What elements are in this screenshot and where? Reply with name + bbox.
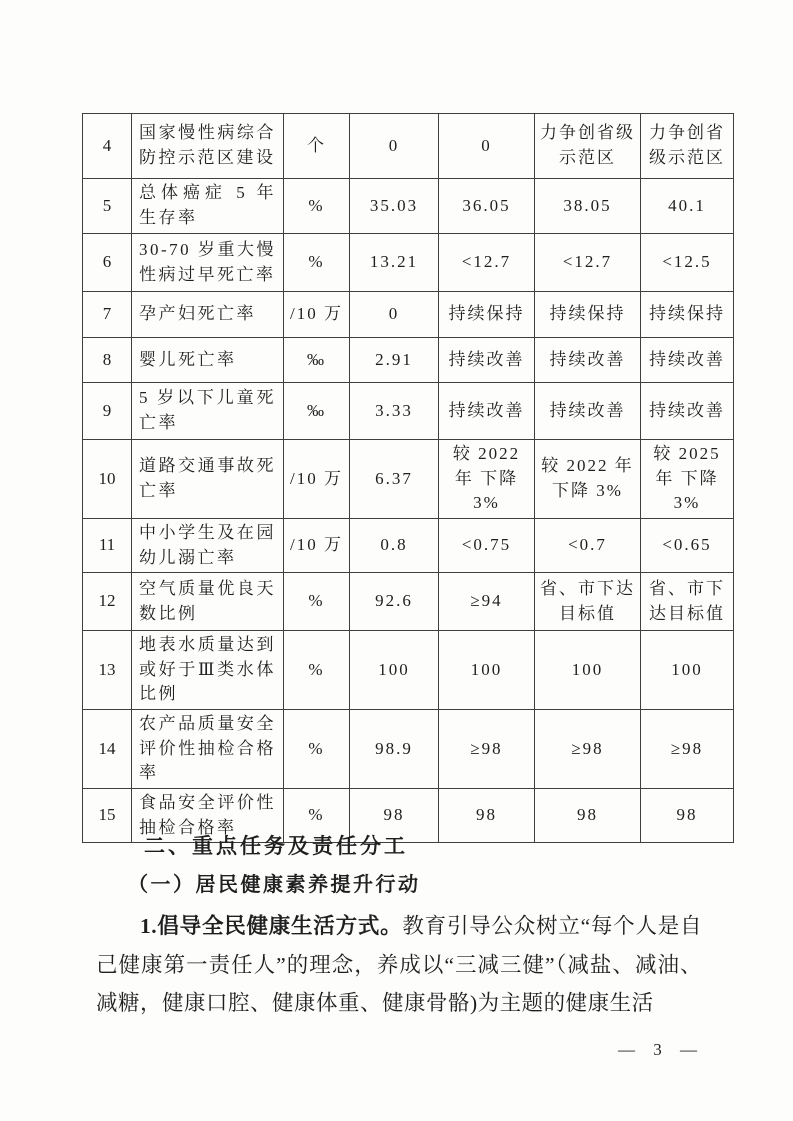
value-cell-1: 35.03 xyxy=(350,179,439,234)
value-cell-1: 92.6 xyxy=(350,573,439,631)
table-row xyxy=(83,383,734,440)
value-cell-2: ≥98 xyxy=(439,710,535,789)
value-cell-3: 持续改善 xyxy=(535,338,641,383)
value-cell-2: 0 xyxy=(439,114,535,179)
value-cell-1: 3.33 xyxy=(350,383,439,440)
indicator-table-body xyxy=(83,114,734,843)
indicator-cell: 国家慢性病综合防控示范区建设 xyxy=(132,114,284,179)
value-cell-1: 98.9 xyxy=(350,710,439,789)
value-cell-4: <0.65 xyxy=(641,518,734,572)
value-cell-4: ≥98 xyxy=(641,710,734,789)
table-row xyxy=(83,338,734,383)
value-cell-4: 100 xyxy=(641,631,734,710)
table-row xyxy=(83,114,734,179)
indicator-cell: 农产品质量安全评价性抽检合格率 xyxy=(132,710,284,789)
value-cell-2: 持续改善 xyxy=(439,383,535,440)
row-number-cell: 13 xyxy=(83,631,132,710)
row-number-cell: 11 xyxy=(83,518,132,572)
value-cell-1: 0 xyxy=(350,114,439,179)
indicator-cell: 食品安全评价性抽检合格率 xyxy=(132,789,284,843)
unit-cell: % xyxy=(284,710,350,789)
value-cell-1: 2.91 xyxy=(350,338,439,383)
value-cell-2: 较 2022 年 下降 3% xyxy=(439,440,535,519)
value-cell-4: 持续改善 xyxy=(641,383,734,440)
unit-cell: % xyxy=(284,631,350,710)
value-cell-3: 力争创省级示范区 xyxy=(535,114,641,179)
body-paragraph xyxy=(96,907,702,1023)
indicator-cell: 中小学生及在园幼儿溺亡率 xyxy=(132,518,284,572)
health-indicator-table xyxy=(82,113,734,843)
indicator-cell: 地表水质量达到或好于Ⅲ类水体比例 xyxy=(132,631,284,710)
unit-cell: /10 万 xyxy=(284,518,350,572)
page-number: — 3 — xyxy=(618,1040,704,1059)
unit-cell: % xyxy=(284,789,350,843)
value-cell-3: ≥98 xyxy=(535,710,641,789)
value-cell-4: 持续改善 xyxy=(641,338,734,383)
row-number-cell: 7 xyxy=(83,292,132,338)
section-text-block xyxy=(96,833,702,1023)
value-cell-1: 98 xyxy=(350,789,439,843)
value-cell-1: 0.8 xyxy=(350,518,439,572)
section-heading-tasks: 二、重点任务及责任分工 xyxy=(144,835,408,858)
value-cell-3: 省、市下达目标值 xyxy=(535,573,641,631)
table-row xyxy=(83,234,734,292)
table-row xyxy=(83,518,734,572)
value-cell-1: 100 xyxy=(350,631,439,710)
value-cell-3: <0.7 xyxy=(535,518,641,572)
row-number-cell: 4 xyxy=(83,114,132,179)
value-cell-3: 较 2022 年 下降 3% xyxy=(535,440,641,519)
value-cell-3: 98 xyxy=(535,789,641,843)
unit-cell: % xyxy=(284,573,350,631)
table-row xyxy=(83,573,734,631)
value-cell-1: 13.21 xyxy=(350,234,439,292)
value-cell-2: ≥94 xyxy=(439,573,535,631)
value-cell-2: 36.05 xyxy=(439,179,535,234)
row-number-cell: 5 xyxy=(83,179,132,234)
paragraph-lead: 1.倡导全民健康生活方式。 xyxy=(140,914,403,938)
unit-cell: /10 万 xyxy=(284,440,350,519)
value-cell-4: 持续保持 xyxy=(641,292,734,338)
indicator-cell: 空气质量优良天数比例 xyxy=(132,573,284,631)
value-cell-2: 持续改善 xyxy=(439,338,535,383)
value-cell-3: 38.05 xyxy=(535,179,641,234)
value-cell-4: 省、市下达目标值 xyxy=(641,573,734,631)
unit-cell: % xyxy=(284,234,350,292)
value-cell-2: <12.7 xyxy=(439,234,535,292)
value-cell-3: 持续改善 xyxy=(535,383,641,440)
row-number-cell: 9 xyxy=(83,383,132,440)
table-row xyxy=(83,440,734,519)
value-cell-2: <0.75 xyxy=(439,518,535,572)
unit-cell: % xyxy=(284,179,350,234)
unit-cell: /10 万 xyxy=(284,292,350,338)
unit-cell: 个 xyxy=(284,114,350,179)
unit-cell: ‰ xyxy=(284,383,350,440)
indicator-cell: 孕产妇死亡率 xyxy=(132,292,284,338)
value-cell-2: 98 xyxy=(439,789,535,843)
row-number-cell: 12 xyxy=(83,573,132,631)
unit-cell: ‰ xyxy=(284,338,350,383)
value-cell-1: 0 xyxy=(350,292,439,338)
row-number-cell: 14 xyxy=(83,710,132,789)
indicator-cell: 道路交通事故死亡率 xyxy=(132,440,284,519)
value-cell-2: 持续保持 xyxy=(439,292,535,338)
value-cell-4: 40.1 xyxy=(641,179,734,234)
value-cell-3: <12.7 xyxy=(535,234,641,292)
row-number-cell: 10 xyxy=(83,440,132,519)
value-cell-1: 6.37 xyxy=(350,440,439,519)
indicator-cell: 总体癌症 5 年生存率 xyxy=(132,179,284,234)
table-row xyxy=(83,631,734,710)
value-cell-4: 较 2025 年 下降 3% xyxy=(641,440,734,519)
row-number-cell: 8 xyxy=(83,338,132,383)
value-cell-4: 98 xyxy=(641,789,734,843)
row-number-cell: 15 xyxy=(83,789,132,843)
table-row xyxy=(83,710,734,789)
subsection-heading-health-literacy: （一）居民健康素养提升行动 xyxy=(128,874,421,896)
value-cell-4: <12.5 xyxy=(641,234,734,292)
paragraph-body: 教育引导公众树立“每个人是自己健康第一责任人”的理念，养成以“三减三健”（减盐、减油、减糖，健康口腔、健康体重、健康骨骼)为主题的健康生活 xyxy=(96,914,702,1015)
value-cell-2: 100 xyxy=(439,631,535,710)
table-row xyxy=(83,292,734,338)
indicator-cell: 5 岁以下儿童死亡率 xyxy=(132,383,284,440)
value-cell-4: 力争创省级示范区 xyxy=(641,114,734,179)
indicator-cell: 30-70 岁重大慢性病过早死亡率 xyxy=(132,234,284,292)
value-cell-3: 持续保持 xyxy=(535,292,641,338)
table-row xyxy=(83,179,734,234)
row-number-cell: 6 xyxy=(83,234,132,292)
value-cell-3: 100 xyxy=(535,631,641,710)
indicator-cell: 婴儿死亡率 xyxy=(132,338,284,383)
